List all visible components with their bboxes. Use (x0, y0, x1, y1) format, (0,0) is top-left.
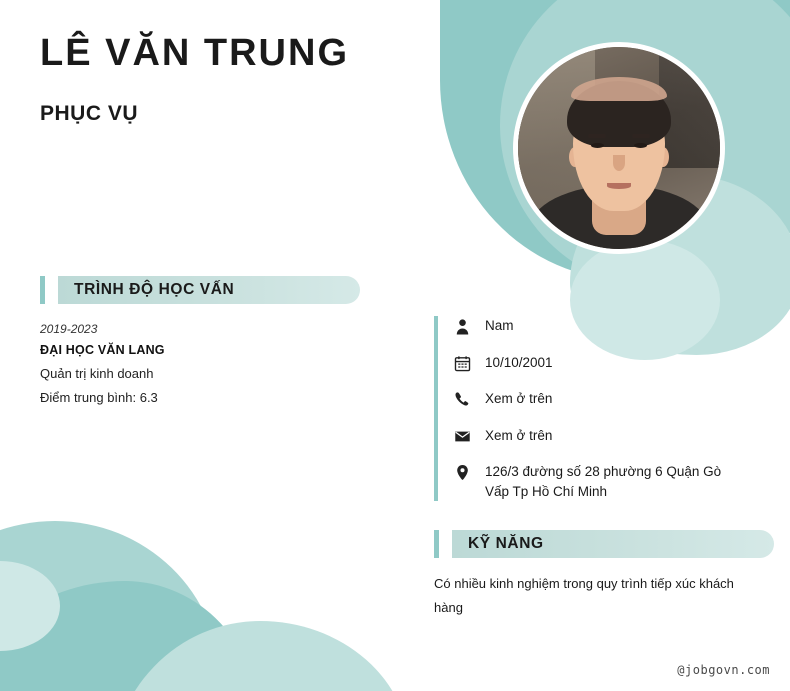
info-value-address: 126/3 đường số 28 phường 6 Quận Gò Vấp Tp Hồ Chí Minh (485, 464, 722, 499)
section-accent-tick (434, 530, 439, 558)
list-item (454, 426, 744, 446)
skills-content (434, 572, 734, 620)
page-title: LÊ VĂN TRUNG (40, 32, 349, 74)
portrait-photo (518, 47, 720, 249)
job-title: PHỤC VỤ (40, 101, 139, 125)
avatar (513, 42, 725, 254)
section-title-skills: KỸ NĂNG (468, 535, 544, 552)
education-years: 2019-2023 (40, 322, 98, 336)
education-gpa: Điểm trung bình: 6.3 (40, 390, 158, 405)
education-entry (40, 322, 380, 414)
info-value-email: Xem ở trên (485, 427, 553, 443)
location-pin-icon (454, 464, 471, 481)
education-major: Quản trị kinh doanh (40, 366, 154, 381)
decoration-blob-bottom-left-4 (0, 561, 60, 651)
list-item (454, 389, 744, 409)
section-accent-tick (40, 276, 45, 304)
skill-description: Có nhiều kinh nghiệm trong quy trình tiếp xúc khách hàng (434, 576, 734, 616)
decoration-blob-bottom-left-2 (0, 581, 260, 691)
education-school: ĐẠI HỌC VĂN LANG (40, 343, 165, 357)
header (40, 32, 460, 126)
envelope-icon (454, 428, 471, 445)
list-item (454, 462, 744, 501)
section-label-pill (58, 276, 360, 304)
calendar-icon (454, 355, 471, 372)
list-item (454, 316, 744, 336)
info-value-gender: Nam (485, 318, 514, 333)
section-header-education (40, 276, 360, 304)
decoration-blob-bottom-left-3 (110, 621, 410, 691)
list-item (454, 353, 744, 373)
info-value-phone: Xem ở trên (485, 391, 553, 407)
watermark: @jobgovn.com (677, 663, 770, 677)
section-label-pill (452, 530, 774, 558)
phone-icon (454, 391, 471, 408)
info-value-birthdate: 10/10/2001 (485, 354, 553, 370)
person-icon (454, 318, 471, 335)
decoration-blob-bottom-left-1 (0, 521, 220, 691)
personal-info-list (434, 316, 744, 501)
section-title-education: TRÌNH ĐỘ HỌC VẤN (74, 281, 235, 298)
section-header-skills (434, 530, 774, 558)
